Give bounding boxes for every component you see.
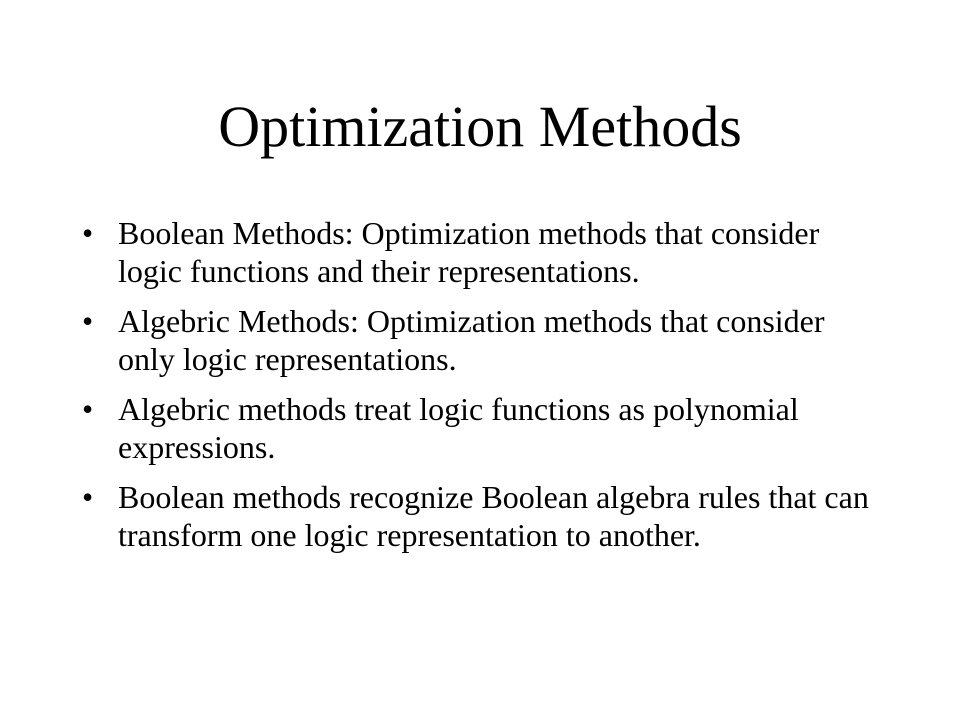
- slide-title: Optimization Methods: [218, 94, 742, 159]
- bullet-dot-icon: •: [82, 391, 94, 427]
- bullet-dot-icon: •: [82, 215, 94, 251]
- bullet-text: Algebric Methods: Optimization methods that consider only logic representations.: [118, 303, 825, 377]
- bullet-item: [72, 302, 872, 378]
- bullet-text: Boolean methods recognize Boolean algebra rules that can transform one logic representation to another.: [118, 479, 869, 553]
- bullet-list: [72, 214, 872, 566]
- bullet-text: Boolean Methods: Optimization methods that consider logic functions and their representations.: [118, 215, 820, 289]
- bullet-text: Algebric methods treat logic functions as polynomial expressions.: [118, 391, 799, 465]
- bullet-item: [72, 214, 872, 290]
- bullet-item: [72, 390, 872, 466]
- bullet-dot-icon: •: [82, 479, 94, 515]
- bullet-dot-icon: •: [82, 303, 94, 339]
- bullet-item: [72, 478, 872, 554]
